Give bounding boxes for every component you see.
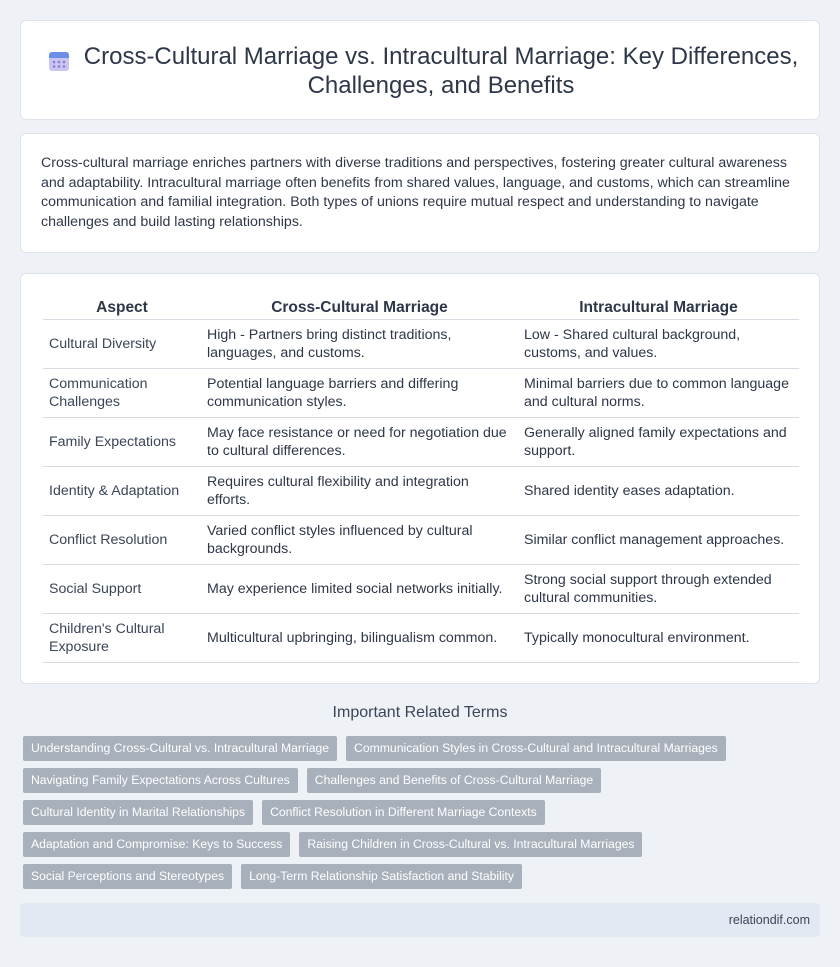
cross-cultural-cell: Potential language barriers and differing communication styles. [201, 369, 518, 418]
cross-cultural-cell: May face resistance or need for negotiation due to cultural differences. [201, 418, 518, 467]
aspect-cell: Communication Challenges [43, 369, 201, 418]
aspect-cell: Family Expectations [43, 418, 201, 467]
intracultural-cell: Typically monocultural environment. [518, 614, 799, 663]
aspect-cell: Social Support [43, 565, 201, 614]
comparison-table [43, 296, 799, 663]
related-terms-list [23, 736, 823, 896]
header-intracultural: Intracultural Marriage [518, 296, 799, 320]
related-term-tag[interactable]: Challenges and Benefits of Cross-Cultural Marriage [307, 768, 601, 793]
intracultural-cell: Similar conflict management approaches. [518, 516, 799, 565]
aspect-cell: Cultural Diversity [43, 320, 201, 369]
related-term-tag[interactable]: Conflict Resolution in Different Marriage Contexts [262, 800, 545, 825]
related-term-tag[interactable]: Social Perceptions and Stereotypes [23, 864, 232, 889]
intracultural-cell: Shared identity eases adaptation. [518, 467, 799, 516]
cross-cultural-cell: High - Partners bring distinct traditions, languages, and customs. [201, 320, 518, 369]
intro-card [20, 133, 820, 253]
table-row [43, 614, 799, 663]
cross-cultural-cell: Multicultural upbringing, bilingualism common. [201, 614, 518, 663]
table-row [43, 320, 799, 369]
footer [20, 903, 820, 937]
related-term-tag[interactable]: Communication Styles in Cross-Cultural and Intracultural Marriages [346, 736, 726, 761]
comparison-card [20, 273, 820, 684]
table-row [43, 369, 799, 418]
related-term-tag[interactable]: Navigating Family Expectations Across Cultures [23, 768, 298, 793]
related-terms-title: Important Related Terms [332, 704, 508, 721]
table-row [43, 516, 799, 565]
cross-cultural-cell: May experience limited social networks initially. [201, 565, 518, 614]
intracultural-cell: Generally aligned family expectations and support. [518, 418, 799, 467]
cross-cultural-cell: Varied conflict styles influenced by cultural backgrounds. [201, 516, 518, 565]
intracultural-cell: Low - Shared cultural background, customs, and values. [518, 320, 799, 369]
header-cross-cultural: Cross-Cultural Marriage [201, 296, 518, 320]
title-card [20, 20, 820, 120]
table-header-row [43, 296, 799, 320]
page-title: Cross-Cultural Marriage vs. Intracultural Marriage: Key Differences, Challenges, and Benefits [83, 43, 799, 99]
related-term-tag[interactable]: Adaptation and Compromise: Keys to Success [23, 832, 290, 857]
intro-text: Cross-cultural marriage enriches partners with diverse traditions and perspectives, fostering greater cultural awareness and adaptability. Intracultural marriage often benefits from shared values, language, and customs, which can streamline communication and familial integration. Both types of unions require mutual respect and understanding to navigate challenges and build lasting relationships. [41, 155, 790, 230]
aspect-cell: Conflict Resolution [43, 516, 201, 565]
aspect-cell: Identity & Adaptation [43, 467, 201, 516]
aspect-cell: Children's Cultural Exposure [43, 614, 201, 663]
related-term-tag[interactable]: Long-Term Relationship Satisfaction and Stability [241, 864, 522, 889]
related-term-tag[interactable]: Understanding Cross-Cultural vs. Intracultural Marriage [23, 736, 337, 761]
cross-cultural-cell: Requires cultural flexibility and integration efforts. [201, 467, 518, 516]
related-term-tag[interactable]: Raising Children in Cross-Cultural vs. Intracultural Marriages [299, 832, 642, 857]
related-term-tag[interactable]: Cultural Identity in Marital Relationships [23, 800, 253, 825]
table-row [43, 418, 799, 467]
intracultural-cell: Strong social support through extended cultural communities. [518, 565, 799, 614]
table-row [43, 467, 799, 516]
table-row [43, 565, 799, 614]
header-aspect: Aspect [43, 296, 201, 320]
footer-site-link[interactable]: relationdif.com [728, 913, 810, 927]
intracultural-cell: Minimal barriers due to common language and cultural norms. [518, 369, 799, 418]
